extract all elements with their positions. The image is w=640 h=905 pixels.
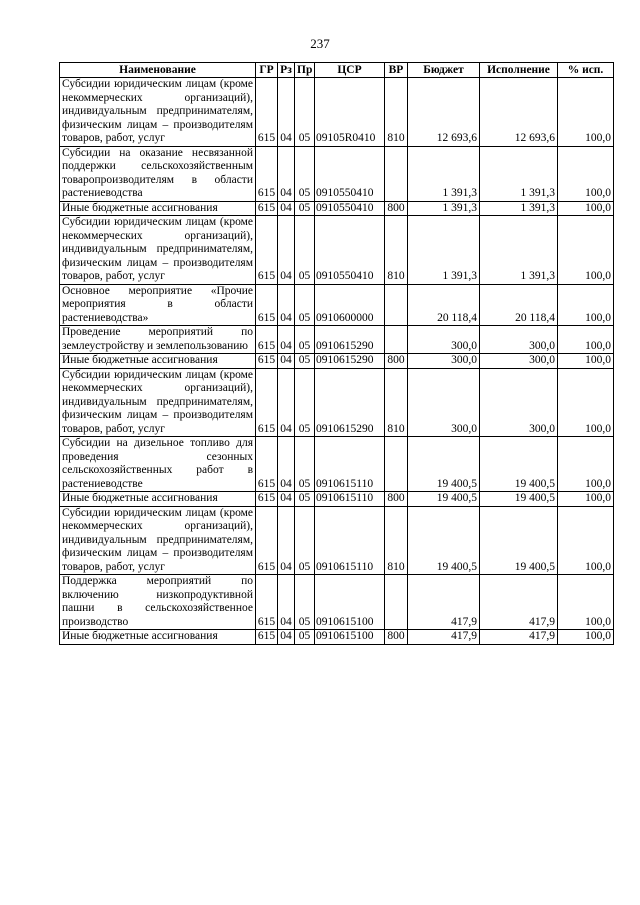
row-gr-cell: 615 [256, 201, 278, 216]
row-csr-cell: 0910615290 [315, 368, 385, 437]
row-percent-cell: 100,0 [558, 575, 614, 630]
row-csr-cell: 0910615100 [315, 630, 385, 645]
row-vr-cell [385, 284, 408, 326]
row-name-cell: Субсидии юридическим лицам (кроме некоммерческих организаций), индивидуальным предпринимателям, физическим лицам – производителям товаров, работ, услуг [60, 216, 256, 285]
row-vr-cell: 810 [385, 78, 408, 147]
row-pr-cell: 05 [295, 492, 315, 507]
row-csr-cell: 0910615290 [315, 354, 385, 369]
table-row [60, 575, 614, 630]
row-csr-cell: 0910615110 [315, 437, 385, 492]
header-pr: Пр [295, 63, 315, 78]
row-execution-cell: 300,0 [480, 368, 558, 437]
row-gr-cell: 615 [256, 216, 278, 285]
row-pr-cell: 05 [295, 630, 315, 645]
row-rz-cell: 04 [278, 630, 295, 645]
row-name-cell: Основное мероприятие «Прочие мероприятия в области растениеводства» [60, 284, 256, 326]
row-budget-cell: 1 391,3 [408, 146, 480, 201]
row-budget-cell: 1 391,3 [408, 216, 480, 285]
row-vr-cell: 800 [385, 630, 408, 645]
row-budget-cell: 19 400,5 [408, 506, 480, 575]
row-pr-cell: 05 [295, 146, 315, 201]
row-name-cell: Иные бюджетные ассигнования [60, 492, 256, 507]
row-percent-cell: 100,0 [558, 78, 614, 147]
header-csr: ЦСР [315, 63, 385, 78]
row-gr-cell: 615 [256, 326, 278, 354]
row-pr-cell: 05 [295, 78, 315, 147]
row-execution-cell: 300,0 [480, 354, 558, 369]
row-percent-cell: 100,0 [558, 368, 614, 437]
row-name-cell: Иные бюджетные ассигнования [60, 201, 256, 216]
row-budget-cell: 417,9 [408, 575, 480, 630]
row-name-cell: Субсидии юридическим лицам (кроме некоммерческих организаций), индивидуальным предпринимателям, физическим лицам – производителям товаров, работ, услуг [60, 368, 256, 437]
row-budget-cell: 417,9 [408, 630, 480, 645]
row-csr-cell: 0910600000 [315, 284, 385, 326]
row-budget-cell: 300,0 [408, 368, 480, 437]
table-row [60, 284, 614, 326]
row-rz-cell: 04 [278, 216, 295, 285]
row-execution-cell: 19 400,5 [480, 492, 558, 507]
row-name-cell: Иные бюджетные ассигнования [60, 354, 256, 369]
row-csr-cell: 0910615290 [315, 326, 385, 354]
row-rz-cell: 04 [278, 326, 295, 354]
row-pr-cell: 05 [295, 575, 315, 630]
row-percent-cell: 100,0 [558, 630, 614, 645]
row-csr-cell: 0910550410 [315, 146, 385, 201]
row-execution-cell: 19 400,5 [480, 437, 558, 492]
row-budget-cell: 12 693,6 [408, 78, 480, 147]
row-vr-cell [385, 575, 408, 630]
table-row [60, 201, 614, 216]
row-vr-cell: 800 [385, 492, 408, 507]
row-percent-cell: 100,0 [558, 506, 614, 575]
row-gr-cell: 615 [256, 506, 278, 575]
row-vr-cell: 800 [385, 201, 408, 216]
row-name-cell: Проведение мероприятий по землеустройству и землепользованию [60, 326, 256, 354]
row-budget-cell: 20 118,4 [408, 284, 480, 326]
table-row [60, 368, 614, 437]
header-name: Наименование [60, 63, 256, 78]
row-vr-cell: 800 [385, 354, 408, 369]
row-vr-cell: 810 [385, 368, 408, 437]
row-csr-cell: 0910550410 [315, 201, 385, 216]
table-row [60, 216, 614, 285]
row-pr-cell: 05 [295, 368, 315, 437]
row-pr-cell: 05 [295, 506, 315, 575]
header-gr: ГР [256, 63, 278, 78]
row-percent-cell: 100,0 [558, 492, 614, 507]
table-row [60, 326, 614, 354]
row-csr-cell: 09105R0410 [315, 78, 385, 147]
row-rz-cell: 04 [278, 575, 295, 630]
row-percent-cell: 100,0 [558, 284, 614, 326]
row-rz-cell: 04 [278, 506, 295, 575]
row-execution-cell: 1 391,3 [480, 201, 558, 216]
row-vr-cell: 810 [385, 506, 408, 575]
row-percent-cell: 100,0 [558, 437, 614, 492]
row-name-cell: Поддержка мероприятий по включению низкопродуктивной пашни в сельскохозяйственное производство [60, 575, 256, 630]
row-percent-cell: 100,0 [558, 146, 614, 201]
row-execution-cell: 1 391,3 [480, 146, 558, 201]
row-budget-cell: 19 400,5 [408, 492, 480, 507]
row-gr-cell: 615 [256, 146, 278, 201]
table-row [60, 492, 614, 507]
row-pr-cell: 05 [295, 326, 315, 354]
row-rz-cell: 04 [278, 78, 295, 147]
row-budget-cell: 1 391,3 [408, 201, 480, 216]
row-vr-cell [385, 326, 408, 354]
row-gr-cell: 615 [256, 437, 278, 492]
header-rz: Рз [278, 63, 295, 78]
table-row [60, 146, 614, 201]
row-pr-cell: 05 [295, 354, 315, 369]
table-row [60, 506, 614, 575]
row-execution-cell: 300,0 [480, 326, 558, 354]
row-name-cell: Иные бюджетные ассигнования [60, 630, 256, 645]
row-execution-cell: 417,9 [480, 630, 558, 645]
row-percent-cell: 100,0 [558, 216, 614, 285]
row-rz-cell: 04 [278, 354, 295, 369]
header-vr: ВР [385, 63, 408, 78]
row-gr-cell: 615 [256, 630, 278, 645]
header-percent: % исп. [558, 63, 614, 78]
row-execution-cell: 1 391,3 [480, 216, 558, 285]
table-row [60, 630, 614, 645]
row-budget-cell: 19 400,5 [408, 437, 480, 492]
header-budget: Бюджет [408, 63, 480, 78]
table-row [60, 78, 614, 147]
table-body [60, 78, 614, 645]
row-vr-cell: 810 [385, 216, 408, 285]
row-percent-cell: 100,0 [558, 354, 614, 369]
row-execution-cell: 20 118,4 [480, 284, 558, 326]
row-rz-cell: 04 [278, 284, 295, 326]
header-execution: Исполнение [480, 63, 558, 78]
page-number: 237 [310, 36, 330, 51]
row-budget-cell: 300,0 [408, 326, 480, 354]
row-budget-cell: 300,0 [408, 354, 480, 369]
row-csr-cell: 0910615110 [315, 506, 385, 575]
row-csr-cell: 0910615110 [315, 492, 385, 507]
row-name-cell: Субсидии юридическим лицам (кроме некоммерческих организаций), индивидуальным предпринимателям, физическим лицам – производителям товаров, работ, услуг [60, 506, 256, 575]
row-rz-cell: 04 [278, 492, 295, 507]
row-rz-cell: 04 [278, 437, 295, 492]
row-percent-cell: 100,0 [558, 201, 614, 216]
row-pr-cell: 05 [295, 284, 315, 326]
table-header-row [60, 63, 614, 78]
row-pr-cell: 05 [295, 437, 315, 492]
row-rz-cell: 04 [278, 146, 295, 201]
row-gr-cell: 615 [256, 354, 278, 369]
row-percent-cell: 100,0 [558, 326, 614, 354]
row-gr-cell: 615 [256, 368, 278, 437]
row-pr-cell: 05 [295, 216, 315, 285]
row-gr-cell: 615 [256, 575, 278, 630]
row-execution-cell: 417,9 [480, 575, 558, 630]
row-name-cell: Субсидии на оказание несвязанной поддержки сельскохозяйственным товаропроизводителям в области растениеводства [60, 146, 256, 201]
row-pr-cell: 05 [295, 201, 315, 216]
row-execution-cell: 12 693,6 [480, 78, 558, 147]
row-gr-cell: 615 [256, 78, 278, 147]
row-gr-cell: 615 [256, 284, 278, 326]
row-csr-cell: 0910615100 [315, 575, 385, 630]
row-gr-cell: 615 [256, 492, 278, 507]
row-vr-cell [385, 437, 408, 492]
table-row [60, 437, 614, 492]
row-rz-cell: 04 [278, 201, 295, 216]
row-name-cell: Субсидии юридическим лицам (кроме некоммерческих организаций), индивидуальным предпринимателям, физическим лицам – производителям товаров, работ, услуг [60, 78, 256, 147]
table-row [60, 354, 614, 369]
row-name-cell: Субсидии на дизельное топливо для проведения сезонных сельскохозяйственных работ в растениеводстве [60, 437, 256, 492]
row-csr-cell: 0910550410 [315, 216, 385, 285]
row-rz-cell: 04 [278, 368, 295, 437]
row-vr-cell [385, 146, 408, 201]
row-execution-cell: 19 400,5 [480, 506, 558, 575]
budget-execution-table [59, 62, 614, 645]
